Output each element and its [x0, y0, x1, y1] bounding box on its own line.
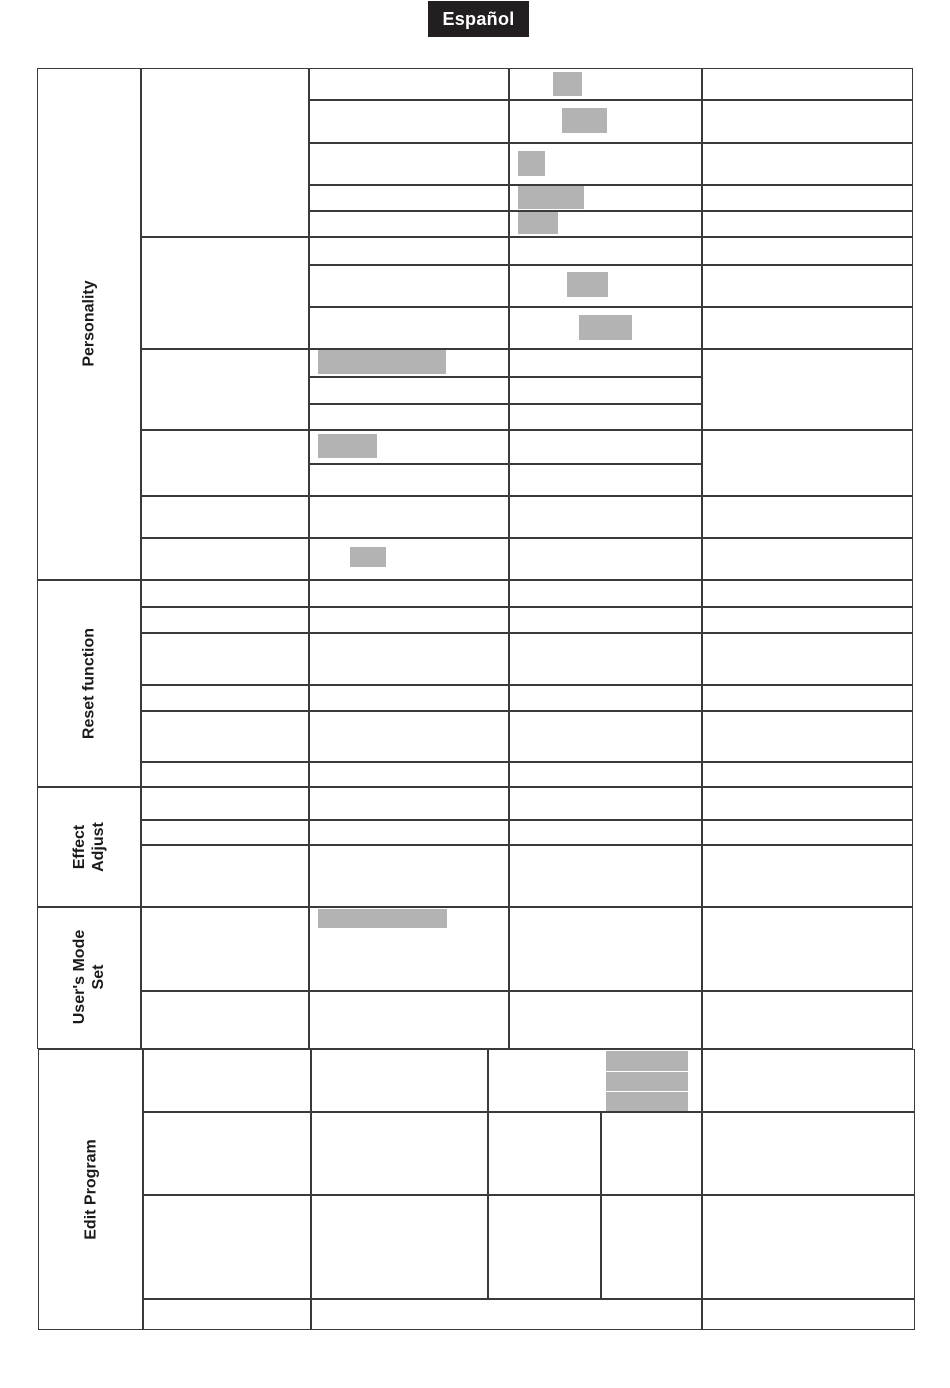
section-title-personality: Personality: [80, 280, 98, 367]
highlight-block: [606, 1092, 688, 1111]
edit-program-section: [38, 1049, 915, 1330]
highlight-block: [579, 315, 632, 340]
section-title-edit-program: Edit Program: [82, 1139, 100, 1240]
highlight-block: [350, 547, 386, 567]
personality-section: [37, 68, 913, 580]
highlight-block: [606, 1072, 688, 1091]
section-title-users-mode-set: User's Mode Set: [71, 929, 107, 1025]
effect-adjust-section: [37, 787, 913, 907]
highlight-block: [518, 212, 558, 234]
highlight-block: [318, 350, 446, 374]
highlight-block: [567, 272, 608, 297]
language-badge: Español: [428, 1, 529, 37]
highlight-block: [318, 434, 377, 458]
highlight-block: [518, 151, 545, 176]
section-title-reset-function: Reset function: [80, 627, 98, 740]
users-mode-set-section: [37, 907, 913, 1049]
highlight-block: [553, 72, 582, 96]
highlight-block: [518, 186, 584, 209]
highlight-block: [606, 1051, 688, 1071]
highlight-block: [318, 909, 447, 928]
highlight-block: [562, 108, 607, 133]
section-title-effect-adjust: Effect Adjust: [71, 822, 107, 872]
